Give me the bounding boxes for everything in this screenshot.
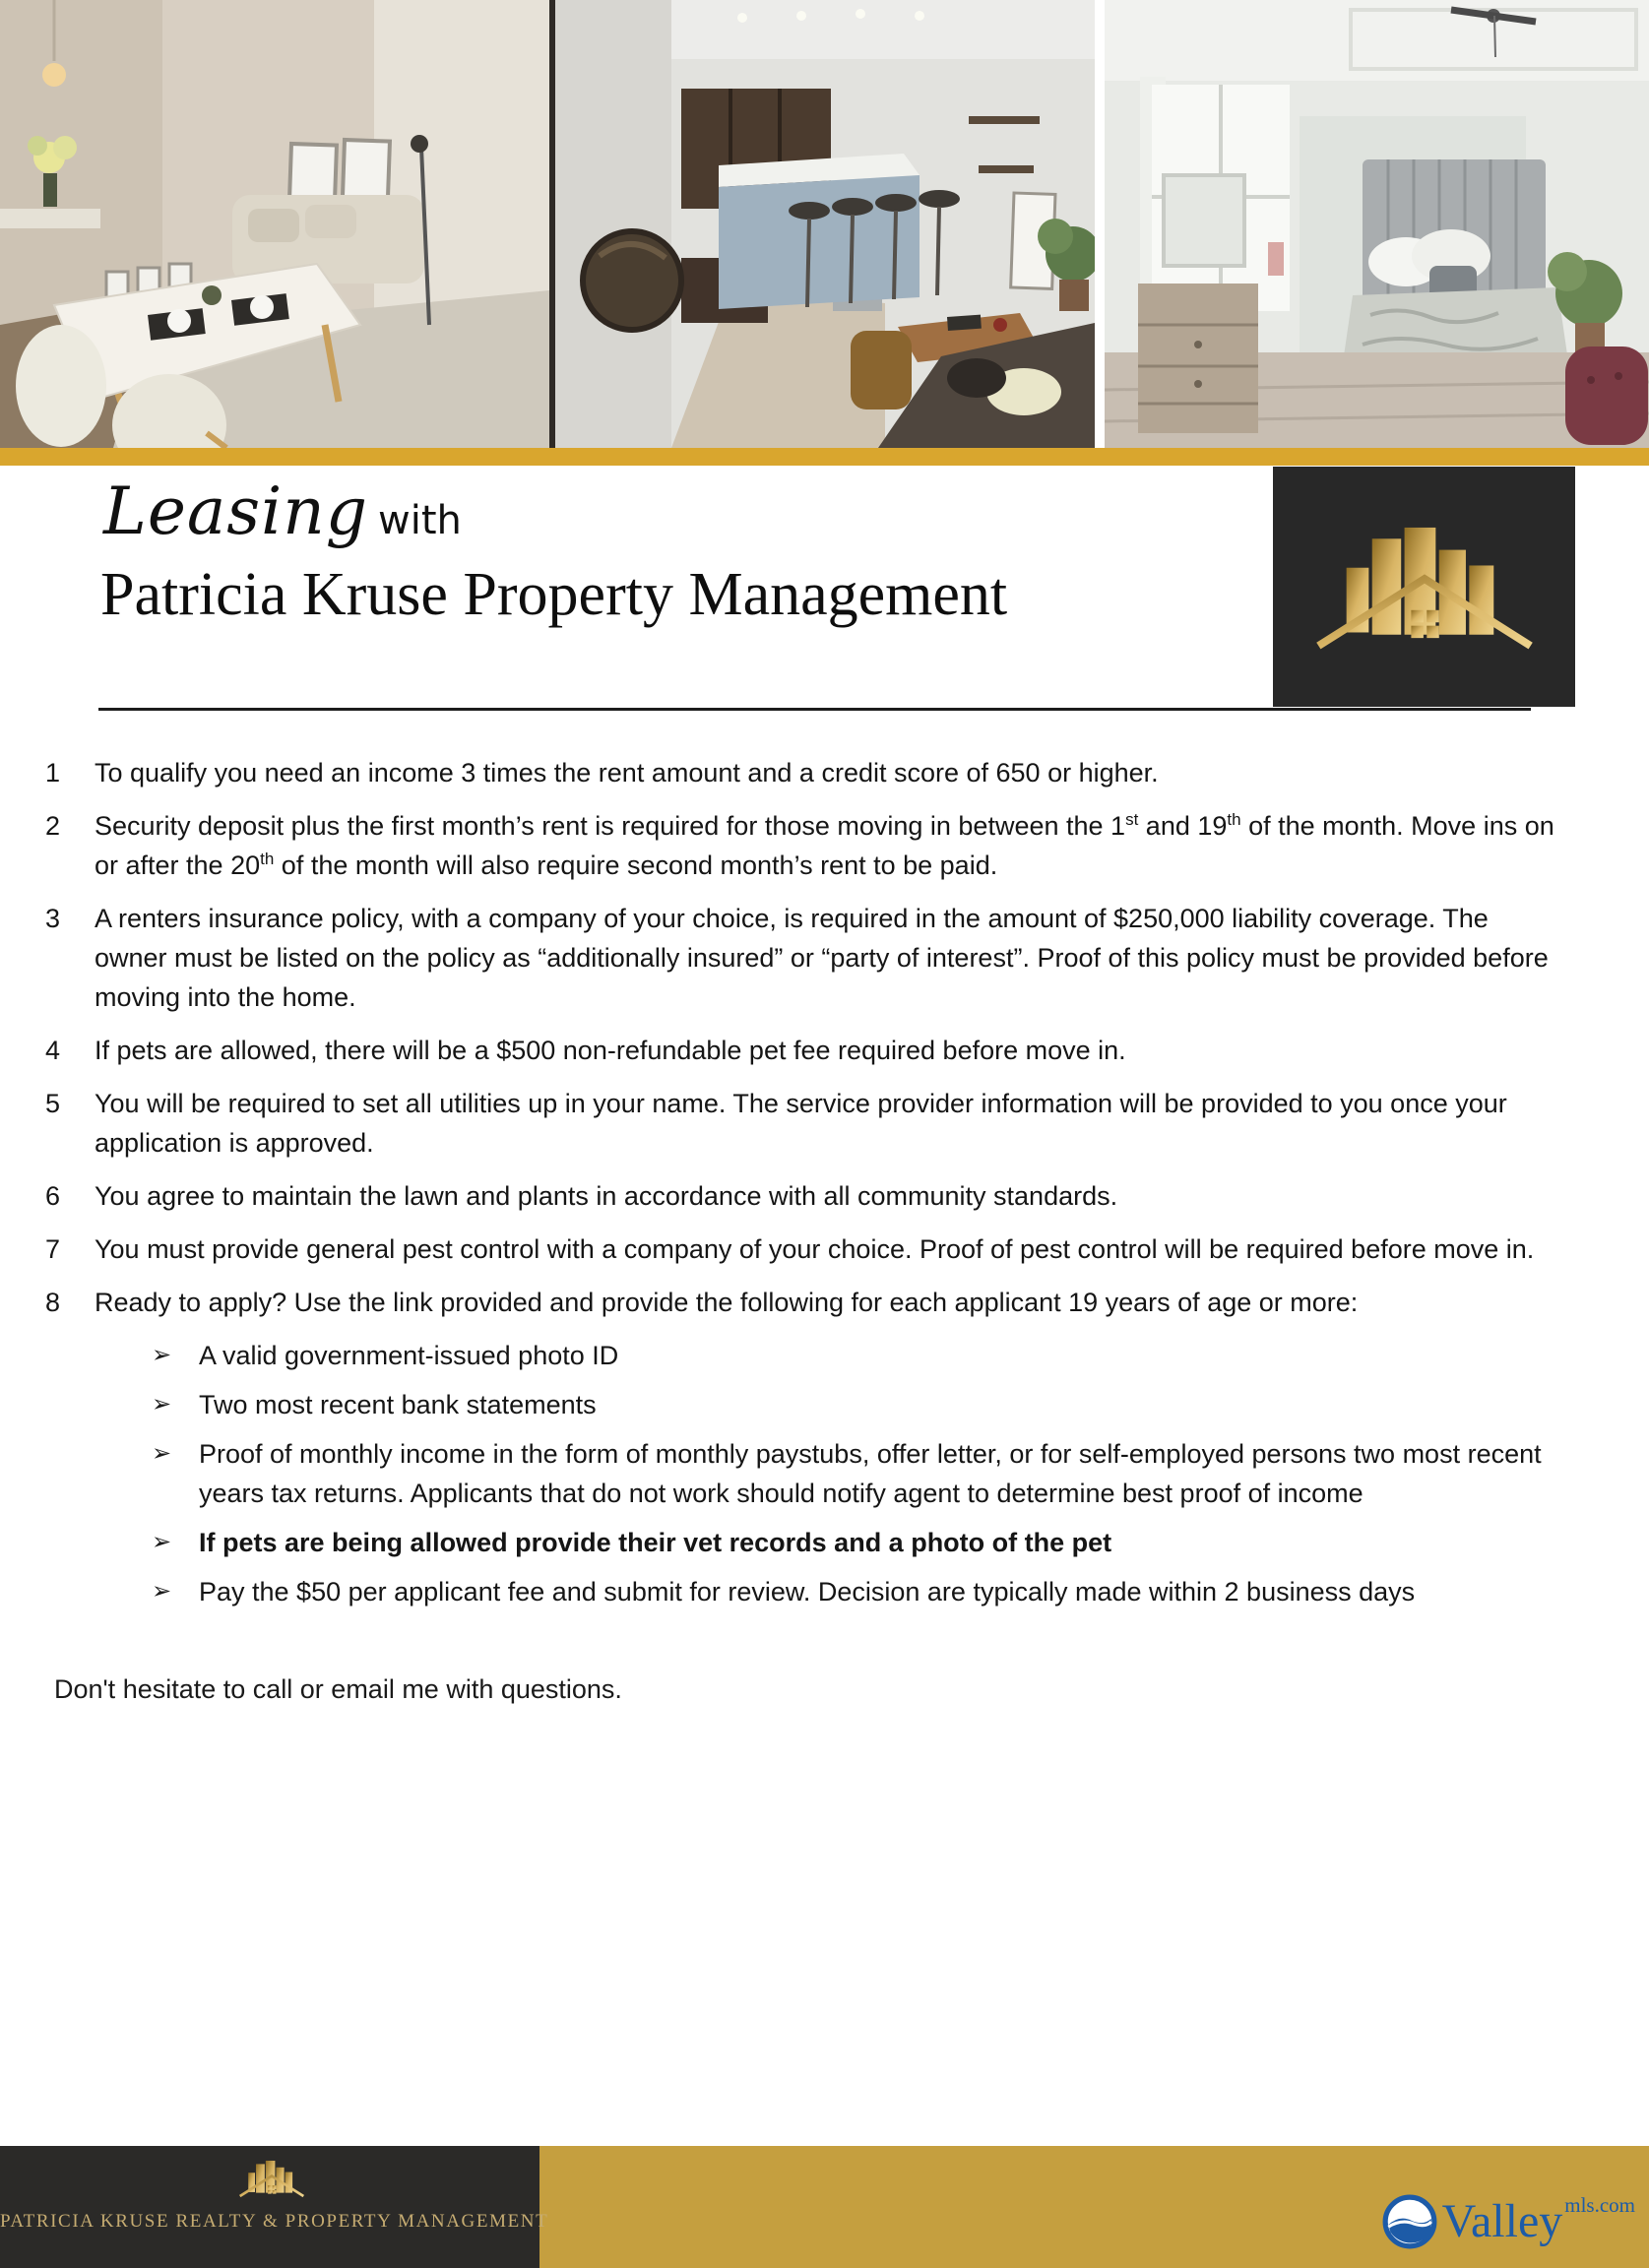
list-item: [35, 1031, 1649, 1070]
item-text: You must provide general pest control with a company of your choice. Proof of pest control will be required before move in.: [95, 1234, 1535, 1264]
arrow-bullet-icon: ➢: [152, 1440, 172, 1467]
with-word: with: [377, 498, 462, 543]
list-item: [35, 806, 1649, 885]
list-item: [35, 899, 1649, 1017]
list-item: [35, 753, 1649, 792]
item-text: To qualify you need an income 3 times the rent amount and a credit score of 650 or higher.: [95, 758, 1159, 788]
gold-divider-bar: [0, 448, 1649, 466]
dining-area-photo: [0, 0, 549, 448]
applicant-documents-sublist: [152, 1336, 1649, 1611]
kitchen-illustration: [555, 0, 1095, 448]
closing-note: Don't hesitate to call or email me with questions.: [54, 1674, 622, 1704]
arrow-bullet-icon: ➢: [152, 1342, 172, 1368]
photo-gap: [1095, 0, 1105, 448]
sub-list-item: [152, 1434, 1649, 1513]
item-number: 4: [45, 1036, 61, 1065]
arrow-bullet-icon: ➢: [152, 1578, 172, 1605]
valley-mls-circle-icon: [1381, 2193, 1438, 2250]
arrow-bullet-icon: ➢: [152, 1529, 172, 1555]
item-text: You agree to maintain the lawn and plants in accordance with all community standards.: [95, 1181, 1118, 1211]
list-item: [35, 1229, 1649, 1269]
list-item: [35, 1283, 1649, 1322]
page-title: Patricia Kruse Property Management: [100, 561, 1008, 628]
item-number: 2: [45, 811, 61, 841]
footer: [0, 2146, 1649, 2268]
header-rule: [98, 708, 1531, 711]
list-item: [35, 1084, 1649, 1163]
sub-list-item: [152, 1336, 1649, 1375]
item-text: Security deposit plus the first month’s rent is required for those moving in between the 1st and 19th of the month. Move ins on or after the 20th of the month will also require second month’s rent to be paid.: [95, 810, 1554, 880]
item-text: You will be required to set all utilities up in your name. The service provider information will be provided to you once your application is approved.: [95, 1089, 1507, 1158]
item-text: Ready to apply? Use the link provided and provide the following for each applicant 19 years of age or more:: [95, 1288, 1359, 1317]
item-text: If pets are allowed, there will be a $500 non-refundable pet fee required before move in.: [95, 1036, 1126, 1065]
item-number: 3: [45, 904, 61, 933]
gold-buildings-roof-icon: [1311, 503, 1538, 670]
sub-list-item: [152, 1523, 1649, 1562]
kitchen-photo: [555, 0, 1095, 448]
company-logo: [1273, 467, 1575, 707]
item-number: 5: [45, 1089, 61, 1118]
bedroom-illustration: [1105, 0, 1649, 448]
bedroom-photo: [1105, 0, 1649, 448]
footer-brand-text: PATRICIA KRUSE REALTY & PROPERTY MANAGEMENT: [0, 2211, 549, 2232]
header: [0, 466, 1649, 714]
valley-text: Valley: [1441, 2195, 1563, 2247]
requirements-list: [0, 753, 1649, 1611]
photo-strip: [0, 0, 1649, 448]
arrow-bullet-icon: ➢: [152, 1391, 172, 1418]
item-number: 1: [45, 758, 61, 788]
valley-domain-text: mls.com: [1564, 2193, 1635, 2217]
item-number: 8: [45, 1288, 61, 1317]
sub-item-text: If pets are being allowed provide their vet records and a photo of the pet: [199, 1528, 1112, 1557]
item-number: 7: [45, 1234, 61, 1264]
dining-area-illustration: [0, 0, 549, 448]
sub-list-item: [152, 1572, 1649, 1611]
gold-buildings-roof-icon: [238, 2152, 305, 2205]
sub-list-item: [152, 1385, 1649, 1424]
item-text: A renters insurance policy, with a company of your choice, is required in the amount of $250,000 liability coverage. The owner must be listed on the policy as “additionally insured” or “party of interest”. Proof of this policy must be provided before moving into the home.: [95, 904, 1549, 1012]
valley-mls-logo: [1381, 2193, 1635, 2250]
leasing-script-word: Leasing: [103, 473, 368, 549]
list-item: [35, 1176, 1649, 1216]
item-number: 6: [45, 1181, 61, 1211]
sub-item-text: Proof of monthly income in the form of monthly paystubs, offer letter, or for self-employed persons two most recent years tax returns. Applicants that do not work should notify agent to determine best proof of income: [199, 1439, 1542, 1508]
sub-item-text: Pay the $50 per applicant fee and submit for review. Decision are typically made within 2 business days: [199, 1577, 1416, 1606]
footer-brand-block: [0, 2146, 549, 2268]
sub-item-text: Two most recent bank statements: [199, 1390, 597, 1419]
sub-item-text: A valid government-issued photo ID: [199, 1341, 619, 1370]
